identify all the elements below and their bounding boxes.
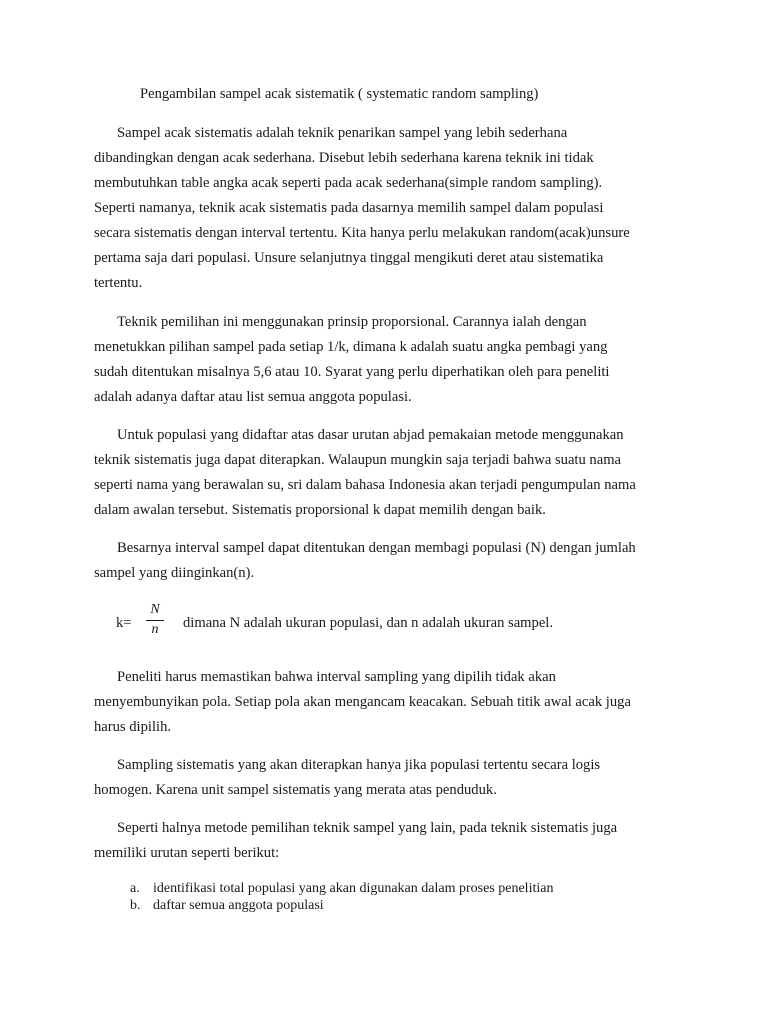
list-marker: b. [130, 898, 141, 913]
paragraph-line: Sampel acak sistematis adalah teknik penarikan sampel yang lebih sederhana [117, 125, 568, 141]
paragraph-line: dalam awalan tersebut. Sistematis proporsional k dapat memilih dengan baik. [94, 502, 546, 518]
paragraph-line: Seperti halnya metode pemilihan teknik sampel yang lain, pada teknik sistematis juga [117, 820, 618, 836]
paragraph-line: Untuk populasi yang didaftar atas dasar urutan abjad pemakaian metode menggunakan [117, 427, 624, 443]
formula-numerator: N [150, 602, 160, 617]
paragraph-4 [94, 536, 684, 586]
paragraph-line: homogen. Karena unit sampel sistematis yang merata atas penduduk. [94, 782, 497, 798]
list-item-text: daftar semua anggota populasi [153, 898, 324, 913]
paragraph-5 [94, 665, 684, 740]
formula-fraction [146, 601, 164, 638]
document-title: Pengambilan sampel acak sistematik ( systematic random sampling) [140, 86, 539, 102]
paragraph-3 [94, 423, 684, 523]
list-item-text: identifikasi total populasi yang akan digunakan dalam proses penelitian [153, 881, 554, 896]
formula-denominator: n [151, 622, 159, 637]
paragraph-line: secara sistematis dengan interval tertentu. Kita hanya perlu melakukan random(acak)unsure [94, 225, 630, 241]
paragraph-line: Peneliti harus memastikan bahwa interval sampling yang dipilih tidak akan [117, 669, 556, 685]
paragraph-line: sudah ditentukan misalnya 5,6 atau 10. Syarat yang perlu diperhatikan oleh para peneliti [94, 364, 610, 380]
paragraph-line: adalah adanya daftar atau list semua anggota populasi. [94, 389, 412, 405]
paragraph-line: memiliki urutan seperti berikut: [94, 845, 280, 861]
list-item [130, 897, 553, 914]
formula-lhs: k= [116, 615, 132, 631]
paragraph-7 [94, 816, 684, 866]
paragraph-line: seperti nama yang berawalan su, sri dalam bahasa Indonesia akan terjadi pengumpulan nama [94, 477, 636, 493]
list-item [130, 880, 553, 897]
paragraph-1 [94, 121, 684, 296]
paragraph-line: harus dipilih. [94, 719, 172, 735]
paragraph-line: Teknik pemilihan ini menggunakan prinsip proporsional. Carannya ialah dengan [117, 314, 587, 330]
paragraph-line: Seperti namanya, teknik acak sistematis pada dasarnya memilih sampel dalam populasi [94, 200, 604, 216]
fraction-bar [146, 620, 164, 621]
paragraph-line: menetukkan pilihan sampel pada setiap 1/k, dimana k adalah suatu angka pembagi yang [94, 339, 608, 355]
steps-list [130, 880, 553, 914]
paragraph-line: teknik sistematis juga dapat diterapkan. Walaupun mungkin saja terjadi bahwa suatu nama [94, 452, 622, 468]
formula-description: dimana N adalah ukuran populasi, dan n adalah ukuran sampel. [183, 615, 553, 631]
paragraph-line: Besarnya interval sampel dapat ditentukan dengan membagi populasi (N) dengan jumlah [117, 540, 636, 556]
paragraph-2 [94, 310, 684, 410]
paragraph-line: membutuhkan table angka acak seperti pada acak sederhana(simple random sampling). [94, 175, 603, 191]
paragraph-line: tertentu. [94, 275, 143, 291]
paragraph-line: Sampling sistematis yang akan diterapkan hanya jika populasi tertentu secara logis [117, 757, 601, 773]
list-marker: a. [130, 881, 140, 896]
paragraph-line: menyembunyikan pola. Setiap pola akan mengancam keacakan. Sebuah titik awal acak juga [94, 694, 631, 710]
paragraph-line: pertama saja dari populasi. Unsure selanjutnya tinggal mengikuti deret atau sistematika [94, 250, 604, 266]
paragraph-line: sampel yang diinginkan(n). [94, 565, 255, 581]
paragraph-6 [94, 753, 684, 803]
paragraph-line: dibandingkan dengan acak sederhana. Disebut lebih sederhana karena teknik ini tidak [94, 150, 594, 166]
